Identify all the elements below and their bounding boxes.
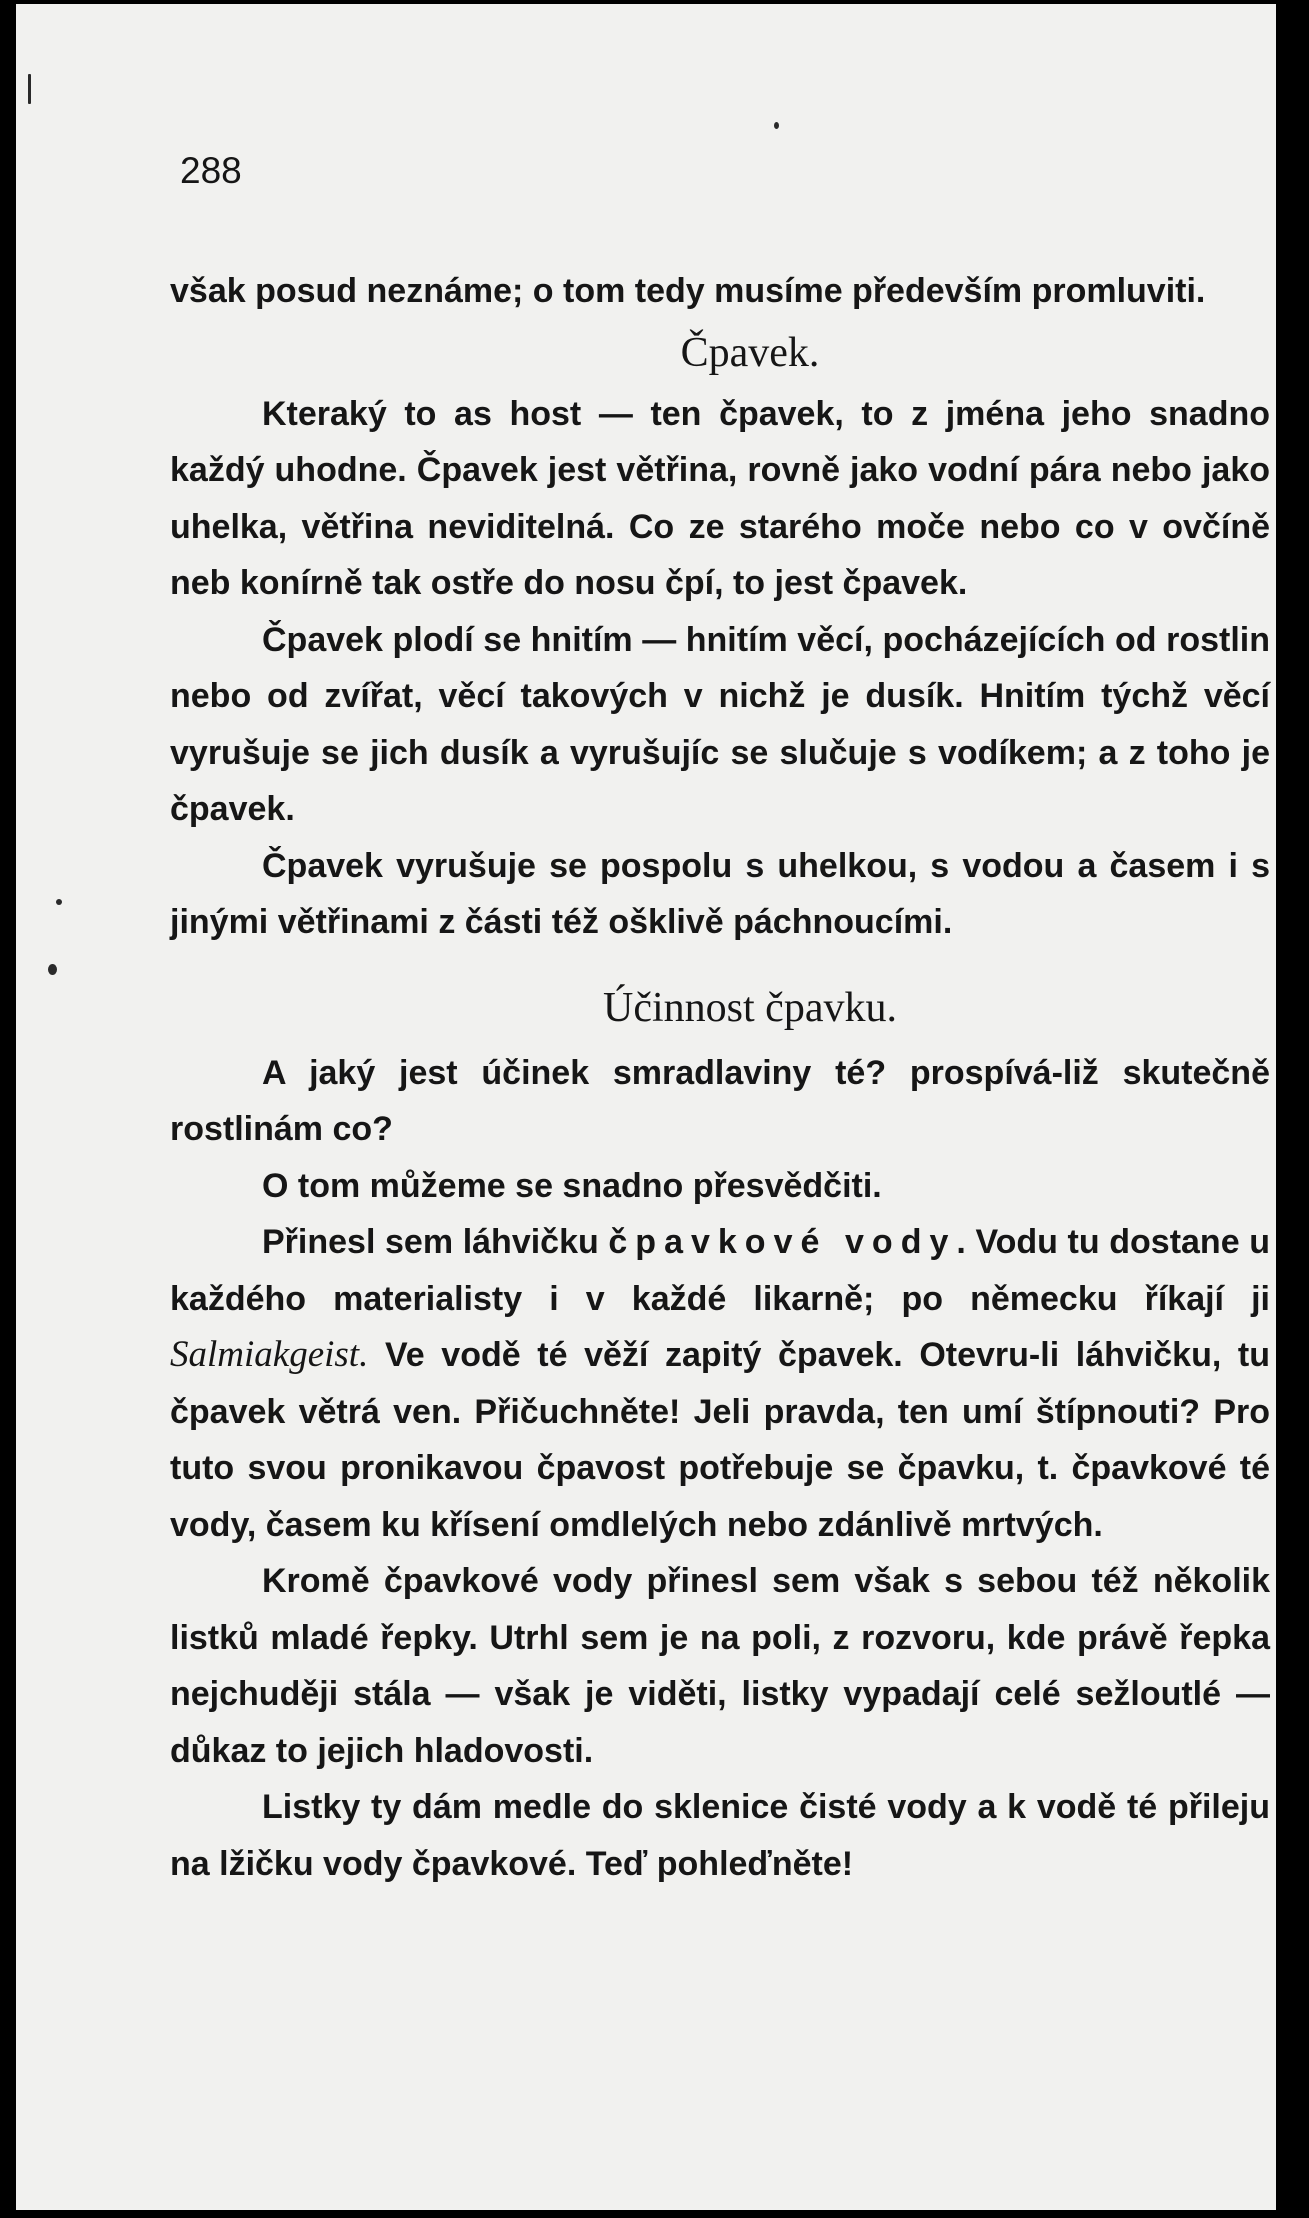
- page-number: 288: [180, 150, 242, 191]
- paragraph: Listky ty dám medle do sklenice čisté vody a k vodě té přileju na lžičku vody čpavkové. Teď pohleďněte!: [170, 1788, 1270, 1883]
- section-heading: Čpavek.: [680, 329, 820, 376]
- scan-speck: [774, 122, 779, 129]
- paragraph-text: Přinesl sem láhvičku: [262, 1223, 609, 1261]
- scanned-page: [16, 4, 1276, 2210]
- scan-edge: [1276, 0, 1309, 2218]
- section-heading: Účinnost čpavku.: [603, 984, 897, 1031]
- spaced-emphasis: čpavkové vody: [608, 1223, 957, 1261]
- scan-speck: [28, 74, 31, 104]
- scan-speck: [48, 964, 57, 975]
- paragraph: Čpavek vyrušuje se pospolu s uhelkou, s vodou a časem i s jinými větřinami z části též ošklivě páchnoucími.: [170, 846, 1270, 941]
- paragraph-text: Ve vodě té věží zapitý čpavek. Otevru-li láhvičku, tu čpavek větrá ven. Přičuchněte! Jeli pravda, ten umí štípnouti? Pro tuto svou pronikavou čpavost potřebuje se čpavku, t. čpavkové té vody, časem ku křísení omdlelých nebo zdánlivě mrtvých.: [170, 1336, 1270, 1544]
- italic-term: Salmiakgeist.: [170, 1334, 369, 1375]
- page-content: [170, 149, 1270, 1892]
- paragraph: O tom můžeme se snadno přesvědčiti.: [262, 1166, 882, 1205]
- paragraph: [170, 1214, 1270, 1553]
- paragraph: Kromě čpavkové vody přinesl sem však s sebou též několik listků mladé řepky. Utrhl sem je na poli, z rozvoru, kde právě řepka nejchuději stála — však je viděti, listky vypadají celé sežloutlé — důkaz to jejich hladovosti.: [170, 1562, 1270, 1770]
- paragraph: Čpavek plodí se hnitím — hnitím věcí, pocházejících od rostlin nebo od zvířat, věcí takových v nichž je dusík. Hnitím týchž věcí vyrušuje se jich dusík a vyrušujíc se slučuje s vodíkem; a z toho je čpavek.: [170, 620, 1270, 828]
- paragraph-text: . Vodu tu dostane u každého materialisty i v každé likarně; po německu říkají ji: [170, 1223, 1271, 1318]
- paragraph: však posud neznáme; o tom tedy musíme především promluviti.: [170, 272, 1206, 310]
- paragraph: Kteraký to as host — ten čpavek, to z jména jeho snadno každý uhodne. Čpavek jest větřina, rovně jako vodní pára nebo jako uhelka, větřina neviditelná. Co ze starého moče nebo co v ovčíně neb konírně tak ostře do nosu čpí, to jest čpavek.: [170, 394, 1270, 602]
- paragraph: A jaký jest účinek smradlaviny té? prospívá-liž skutečně rostlinám co?: [170, 1053, 1270, 1148]
- scan-speck: [56, 899, 62, 905]
